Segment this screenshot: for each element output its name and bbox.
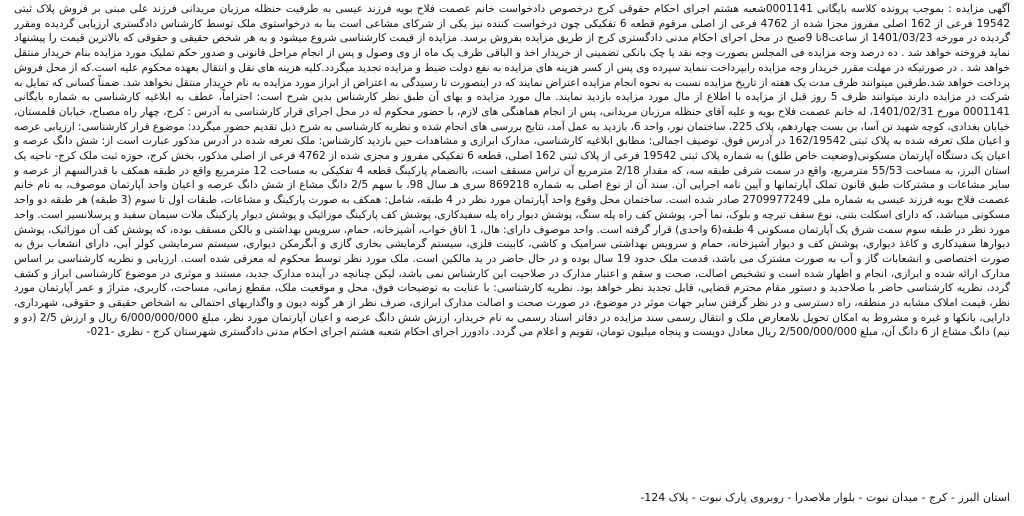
auction-notice-address: استان البرز - کرج - میدان نبوت - بلوار ملاصدرا - روبروی پارک نبوت - پلاک 124- <box>640 491 1010 504</box>
auction-notice-body: آگهی مزایده : بموجب پرونده کلاسه بایگانی 0001141شعبه هشتم اجرای احکام حقوقی کرج درخصوص دادخواست خانم عصمت فلاح بویه فرزند عیسی به طرفیت حنظله مرزبان مریدانی فرزند علی مبنی بر فروش پلاک ثبتی 19542 فرعی از 162 اصلی مفروز مجزا شده از 4762 فرعی از اصلی مرقوم قطعه 6 تفکیکی چون درخواست کننده نیز یکی از شرکای مشاعی است بنا به درخواستوی ملک توسط کارشناس دادگستری ارزیابی گردیده ومقرر گردیده در مورخه 1401/03/23 از ساعت8تا 9صبح در محل اجرای احکام مدنی دادگستری کرج از طریق مزایده بفروش برسد. مزایده از قیمت کارشناسی شروع میشود و به هر شخص حقیقی و حقوقی که بالاترین قیمت را پیشنهاد نماید فروخته خواهد شد . ده درصد وجه مزایده فی المجلس بصورت وجه نقد یا چک بانکی تضمینی از خریدار اخذ و الباقی ظرف یک ماه از وی وصول و پس از انجام مراحل قانونی و صدور حکم تملیک مورد مزایده بنام خریدار منتقل خواهد شد . در صورتیکه در مهلت مقرر خریدار وجه مزایده رابپرداخت ننماید سپرده وی پس از کسر هزینه های مزایده به نفع دولت ضبط و مزایده تجدید میگردد.کلیه هزینه های نقل و انتقال بعهده محکوم علیه است.که از محل فروش پرداخت خواهد شد.طرفین میتوانند ظرف مدت یک هفته از تاریخ مزایده نسبت به نحوه انجام مزایده اعتراض نمایند که در اینصورت تا رسیدگی به اعتراض از ابراز مورد مزایده به نام خریدار منتقل نخواهد شد. ضمناً کسانی که تمایل به شرکت در مزایده دارند میتوانند ظرف 5 روز قبل از مزایده با اطلاع از مال مورد مزایده بازدید نمایند. مال مورد مزایده و بهای آن طبق نظر کارشناس بدین شرح است: احتراماً، عطف به ابلاغیه کارشناسی به شماره بایگانی 0001141 مورخ 1401/02/31، له خانم عصمت فلاح بویه و علیه آقای حنظله مرزبان مریدانی، پس از انجام هماهنگی های لازم، با حضور محکوم له در محل اجرای قرار کارشناسی به آدرس : کرج، چهار راه مصباح، خیابان قلمستان، خیابان بغدادی، کوچه شهید تن آسا، بن بست چهاردهم، پلاک 225، ساختمان نور، واحد 6، بازدید به عمل آمد، نتایج بررسی های انجام شده و نظریه کارشناسی به شرح ذیل تقدیم حضور میگردد: موضوع قرار کارشناسی: ارزیابی عرصه و اعیان ملک تعرفه شده به پلاک ثبتی 162/19542 در آدرس فوق. توصیف اجمالی: مطابق ابلاغیه کارشناسی، مدارک ابرازی و مشاهدات حین بازدید کارشناس: ملک تعرفه شده در آدرس مذکور عبارت است از: شش دانگ عرصه و اعیان یک دستگاه آپارتمان مسکونی(وضعیت خاص طلق) به شماره پلاک ثبتی 19542 فرعی از پلاک ثبتی 162 اصلی، قطعه 6 تفکیکی مفروز و مجزی شده از 4762 فرعی از اصلی مذکور، بخش کرج، حوزه ثبت ملک کرج- ناحیه یک استان البرز، به مساحت 55/53 مترمربع، واقع در سمت شرقی طبقه سه، که مقدار 2/18 مترمربع آن تراس مسقف است، باانضمام پارکینگ قطعه 4 تفکیکی به مساحت 12 مترمربع واقع در طبقه همکف با قدرالسهم از عرصه و سایر مشاعات و مشترکات طبق قانون تملک آپارتمانها و آیین نامه اجرایی آن. سند آن از نوع اصلی به شماره 869218 سری هـ سال 98، با سهم 2/5 دانگ مشاع از شش دانگ عرصه و اعیان واحد آپارتمان موصوف، به نام خانم عصمت فلاح بویه فرزند عیسی به شماره ملی 2709977249 صادر شده است. ساختمان محل وقوع واحد آپارتمان مورد نظر در 4 طبقه، شامل: همکف به صورت پارکینگ و مشاعات، طبقات اول تا سوم (3 طبقه) هر طبقه دو واحد مسکونی میباشد، که دارای اسکلت بتنی، نوع سقف تیرچه و بلوک، نما آجر، پوشش کف راه پله سنگ، پوشش دیوار راه پله سفیدکاری، پوشش کف پارکینگ موزائیک و پوشش دیوار پارکینگ ملات سیمان سفید و پرسلانسیر است. واحد مورد نظر در طبقه سوم سمت شرق یک آپارتمان مسکونی 4 طبقه(6 واحدی) قرار گرفته است. واحد موصوف دارای: هال، 1 اتاق خواب، آشپزخانه، حمام، سرویس بهداشتی و بالکن مسقف بوده، که پوشش کف آن موزائیک، پوشش دیوارها سفیدکاری و کاغذ دیواری، پوشش کف و دیوار آشپزخانه، حمام و سرویس بهداشتی سرامیک و کاشی، کابینت فلزی، سیستم گرمایشی بخاری گازی و آبگرمکن دیواری، سیستم سرمایشی کولر آبی، دارای انشعاب برق به صورت اختصاصی و انشعابات گاز و آب به صورت مشترک می باشد، قدمت ملک حدود 19 سال بوده و در حال حاضر در ید مالکین است. ملک مورد نظر توسط محکوم له معرفی شده است. ارزیابی و نظریه کارشناسی بر اساس مدارک ارائه شده و ابرازی، انجام و اظهار شده است و تشخیص اصالت، صحت و سقم و اعتبار مدارک در صلاحیت این کارشناس نمی باشد، لیکن چنانچه در آینده مدارک جدید، مستند و موثری در موضوع کارشناسی ابراز و کشف گردد، نظریه کارشناسی حاضر با صلاحدید و دستور مقام محترم قضایی، قابل تجدید نظر خواهد بود. نظریه کارشناسی: با عنایت به توضیحات فوق، محل و موقعیت ملک، مقطع زمانی، مساحت، کاربری، متراژ و عمر آپارتمان مورد نظر، قیمت املاک مشابه در منطقه، راه دسترسی و در نظر گرفتن سایر جهات موثر در موضوع، در صورت صحت و اصالت مدارک ابرازی، صرف نظر از هر گونه دیون و واگذاریهای احتمالی به اشخاص حقیقی و حقوقی، شهرداری، دارایی، بانکها و غیره و مشروط به امکان تحویل بلامعارض ملک و انتقال رسمی سند مزایده در دفاتر اسناد رسمی به نام خریدار، ارزش شش دانگ عرصه و اعیان آپارتمان مورد نظر، مبلغ 6/000/000/000 ریال و ارزش 2/5 (دو و نیم) دانگ مشاع از 6 دانگ آن، مبلغ 2/500/000/000 ریال معادل دویست و پنجاه میلیون تومان، تقویم و اعلام می گردد. دادورز اجرای احکام شعبه هشتم اجرای احکام مدنی دادگستری شهرستان کرج - نظری -021- <box>14 3 1010 339</box>
